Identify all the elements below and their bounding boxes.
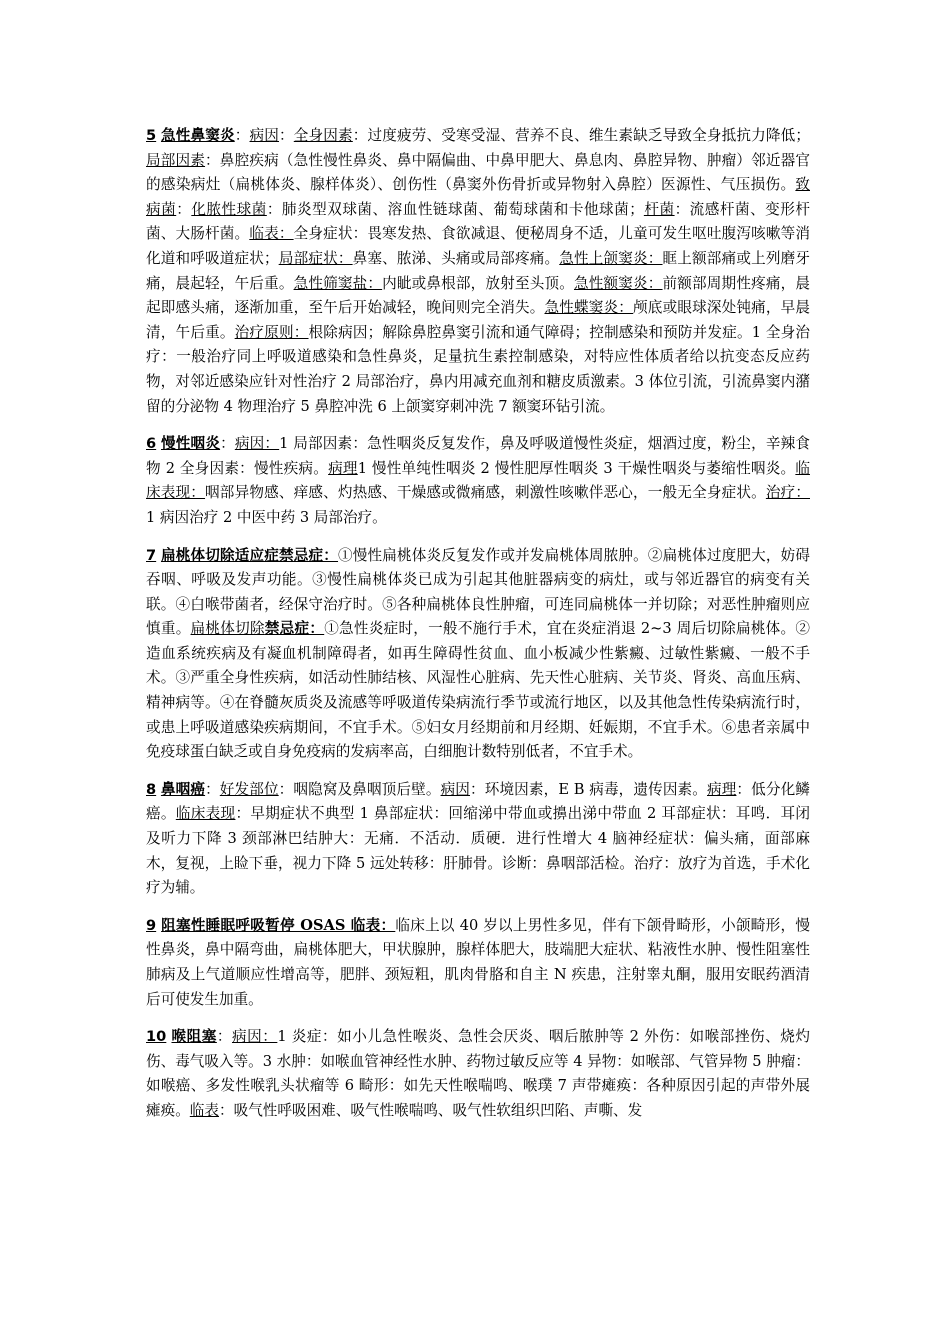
label: 好发部位 [219, 780, 279, 798]
label: 病理 [706, 780, 737, 798]
section-title: 扁桃体切除适应症禁忌症： [160, 546, 339, 564]
text: 1 病因治疗 2 中医中药 3 局部治疗。 [146, 508, 387, 526]
text: 内眦或鼻根部，放射至头顶。 [382, 274, 574, 292]
label: 禁忌症： [264, 620, 325, 638]
label: 化脓性球菌 [191, 200, 267, 218]
text: 全身症状：畏寒发热、食欲减退、便秘周身不适，儿童可发生呕吐腹泻咳嗽等消化道和呼吸道症状； [146, 225, 810, 267]
label: 临床表现： [146, 459, 810, 502]
label: 致病菌 [146, 176, 810, 218]
section-9-osas [146, 914, 810, 1012]
text: ： [279, 127, 294, 144]
label: 局部因素 [146, 151, 206, 169]
section-number: 6 [146, 435, 157, 453]
text: ： [216, 1028, 232, 1046]
label: 临表 [189, 1101, 219, 1119]
section-title: 慢性咽炎 [160, 435, 221, 453]
text: ：鼻腔疾病（急性慢性鼻炎、鼻中隔偏曲、中鼻甲肥大、鼻息肉、鼻腔异物、肿瘤）邻近器官的感染病灶（扁桃体炎、腺样体炎）、创伤性（鼻窦外伤骨折或异物射入鼻腔）医源性、气压损伤。 [146, 151, 810, 194]
text: ：低分化鳞癌。 [146, 780, 810, 823]
section-5-acute-sinusitis [146, 124, 810, 419]
text: ： [205, 780, 220, 798]
text: 咽部异物感、痒感、灼热感、干燥感或微痛感，刺激性咳嗽伴恶心，一般无全身症状。 [205, 484, 766, 502]
label: 全身因素 [293, 127, 353, 144]
text: ：早期症状不典型 1 鼻部症状：回缩涕中带血或擤出涕中带血 2 耳部症状：耳鸣．耳闭及听力下降 3 颈部淋巴结肿大：无痛．不活动．质硬．进行性增大 4 脑神经症状：偏头痛，面部麻木，复视，上睑下垂，视力下降 5 远处转移：肝肺骨。诊断：鼻咽部活检。治疗：放疗为首选，手术化疗为辅。 [146, 805, 810, 897]
text: 眶上额部痛或上列磨牙痛，晨起轻，午后重。 [146, 249, 810, 292]
section-number: 9 [146, 916, 157, 934]
text: ：流感杆菌、变形杆菌、大肠杆菌。 [146, 200, 810, 243]
section-10-laryngeal-obstruction [146, 1025, 810, 1123]
document-page [146, 124, 810, 1137]
section-title: 急性鼻窦炎 [160, 127, 235, 144]
label: 治疗： [765, 484, 810, 502]
text: 1 局部因素：急性咽炎反复发作，鼻及呼吸道慢性炎症，烟酒过度，粉尘，辛辣食物 2 全身因素：慢性疾病。 [146, 435, 810, 477]
label: 急性额窦炎： [573, 274, 663, 292]
label: 病因： [234, 435, 280, 453]
text: ： [234, 127, 250, 144]
label: 扁桃体切除 [190, 620, 265, 638]
text: 根除病因；解除鼻腔鼻窦引流和通气障碍；控制感染和预防并发症。1 全身治疗：一般治疗同上呼吸道感染和急性鼻炎，足量抗生素控制感染，对特应性体质者给以抗变态反应药物，对邻近感染应针对性治疗 2 局部治疗，鼻内用减充血剂和糖皮质激素。3 体位引流，引流鼻窦内潴留的分泌物 4 物理治疗 5 鼻腔冲洗 6 上颌窦穿刺冲洗 7 额窦环钻引流。 [146, 323, 810, 415]
text: ：过度疲劳、受寒受湿、营养不良、维生素缺乏导致全身抵抗力降低； [352, 127, 810, 144]
section-number: 8 [146, 780, 157, 798]
section-8-nasopharyngeal-carcinoma [146, 778, 810, 901]
label: 病因： [231, 1028, 278, 1046]
section-7-tonsillectomy [146, 544, 810, 765]
label: 病理 [328, 459, 358, 477]
label: 治疗原则： [234, 323, 309, 341]
text: 前额部周期性疼痛，晨起即感头痛，逐渐加重，至午后开始减轻，晚间则完全消失。 [146, 274, 810, 317]
section-number: 7 [146, 546, 157, 564]
label: 急性筛窦盐： [293, 274, 383, 292]
section-title: 阻塞性睡眠呼吸暂停 OSAS 临表： [161, 916, 396, 934]
text: ：咽隐窝及鼻咽顶后壁。 [278, 780, 441, 798]
text: ①慢性扁桃体炎反复发作或并发扁桃体周脓肿。②扁桃体过度肥大，妨碍吞咽、呼吸及发声功能。③慢性扁桃体炎已成为引起其他脏器病变的病灶，或与邻近器官的病变有关联。④白喉带菌者，经保守治疗时。⑤各种扁桃体良性肿瘤，可连同扁桃体一并切除；对恶性肿瘤则应慎重。 [146, 546, 810, 638]
section-number: 10 [146, 1028, 167, 1046]
label: 病因 [440, 780, 471, 798]
label: 局部症状： [278, 249, 353, 267]
label: 病因 [249, 127, 280, 144]
text: 1 炎症：如小儿急性喉炎、急性会厌炎、咽后脓肿等 2 外伤：如喉部挫伤、烧灼伤、毒气吸入等。3 水肿：如喉血管神经性水肿、药物过敏反应等 4 异物：如喉部、气管异物 5 肿瘤：如喉癌、多发性喉乳头状瘤等 6 畸形：如先天性喉喘鸣、喉璞 7 声带瘫痪：各种原因引起的声带外展瘫痪。 [146, 1028, 810, 1119]
text: 鼻塞、脓涕、头痛或局部疼痛。 [352, 249, 560, 267]
text: ①急性炎症时，一般不施行手术，宜在炎症消退 2~3 周后切除扁桃体。②造血系统疾病及有凝血机制障碍者，如再生障碍性贫血、血小板减少性紫癜、过敏性紫癜、一般不手术。③严重全身性疾病，如活动性肺结核、风湿性心脏病、先天性心脏病、关节炎、肾炎、高血压病、精神病等。④在脊髓灰质炎及流感等呼吸道传染病流行季节或流行地区，以及其他急性传染病流行时，或患上呼吸道感染疾病期间，不宜手术。⑤妇女月经期前和月经期、妊娠期，不宜手术。⑥患者亲属中免疫球蛋白缺乏或自身免疫病的发病率高，白细胞计数特别低者，不宜手术。 [146, 620, 810, 761]
section-number: 5 [146, 127, 157, 144]
text: ：吸气性呼吸困难、吸气性喉喘鸣、吸气性软组织凹陷、声嘶、发 [219, 1101, 643, 1119]
label: 临床表现 [175, 805, 236, 823]
label: 杆菌 [643, 200, 675, 218]
text: ： [220, 435, 235, 453]
label: 急性上颌窦炎： [559, 249, 663, 267]
section-6-chronic-pharyngitis [146, 432, 810, 530]
text: ： [176, 200, 192, 218]
text: 颅底或眼球深处钝痛，早晨清，午后重。 [146, 299, 810, 341]
label: 临表： [249, 225, 294, 243]
text: 1 慢性单纯性咽炎 2 慢性肥厚性咽炎 3 干燥性咽炎与萎缩性咽炎。 [357, 459, 796, 477]
section-title: 喉阻塞 [171, 1028, 217, 1046]
section-title: 鼻咽癌 [160, 780, 206, 798]
text: ：环境因素，E B 病毒，遗传因素。 [470, 780, 707, 798]
label: 急性蝶窦炎： [544, 299, 634, 317]
text: ：肺炎型双球菌、溶血性链球菌、葡萄球菌和卡他球菌； [266, 200, 644, 218]
text: 临床上以 40 岁以上男性多见，伴有下颌骨畸形，小颌畸形，慢性鼻炎，鼻中隔弯曲，扁桃体肥大，甲状腺肿，腺样体肥大，肢端肥大症状、粘液性水肿、慢性阻塞性肺病及上气道顺应性增高等，肥胖、颈短粗，肌肉骨胳和自主 N 疾患，注射睾丸酮，服用安眠药酒清后可使发生加重。 [146, 916, 811, 1008]
